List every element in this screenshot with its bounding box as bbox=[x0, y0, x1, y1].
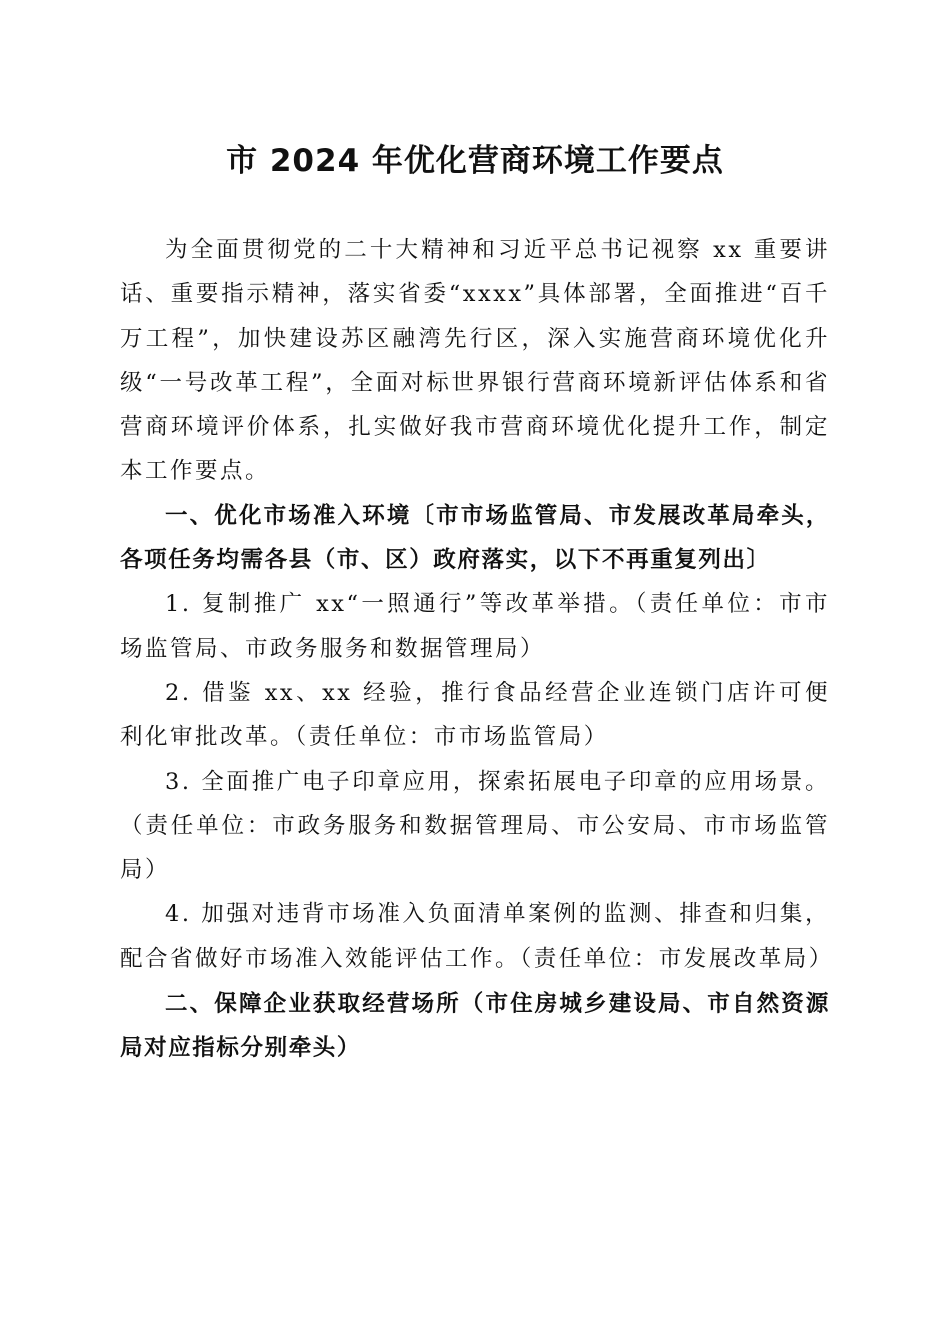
list-item-2: 2. 借鉴 xx、xx 经验，推行食品经营企业连锁门店许可便利化审批改革。（责任单位：市市场监管局） bbox=[120, 679, 830, 751]
section-heading-2: 二、保障企业获取经营场所（市住房城乡建设局、市自然资源局对应指标分别牵头） bbox=[120, 991, 830, 1062]
list-item-4: 4. 加强对违背市场准入负面清单案例的监测、排查和归集，配合省做好市场准入效能评估工作。（责任单位：市发展改革局） bbox=[120, 901, 834, 972]
list-item-3: 3. 全面推广电子印章应用，探索拓展电子印章的应用场景。（责任单位：市政务服务和数据管理局、市公安局、市市场监管局） bbox=[120, 768, 830, 884]
intro-paragraph: 为全面贯彻党的二十大精神和习近平总书记视察 xx 重要讲话、重要指示精神，落实省委“xxxx”具体部署，全面推进“百千万工程”，加快建设苏区融湾先行区，深入实施营商环境优化升级“一号改革工程”，全面对标世界银行营商环境新评估体系和省营商环境评价体系，扎实做好我市营商环境优化提升工作，制定本工作要点。 bbox=[120, 237, 830, 485]
section-heading-1: 一、优化市场准入环境〔市市场监管局、市发展改革局牵头，各项任务均需各县（市、区）政府落实，以下不再重复列出〕 bbox=[120, 502, 830, 574]
document-body bbox=[120, 228, 834, 1071]
document-title: 市 2024 年优化营商环境工作要点 bbox=[226, 143, 724, 179]
list-item-1: 1. 复制推广 xx“一照通行”等改革举措。（责任单位：市市场监管局、市政务服务和数据管理局） bbox=[120, 591, 831, 662]
